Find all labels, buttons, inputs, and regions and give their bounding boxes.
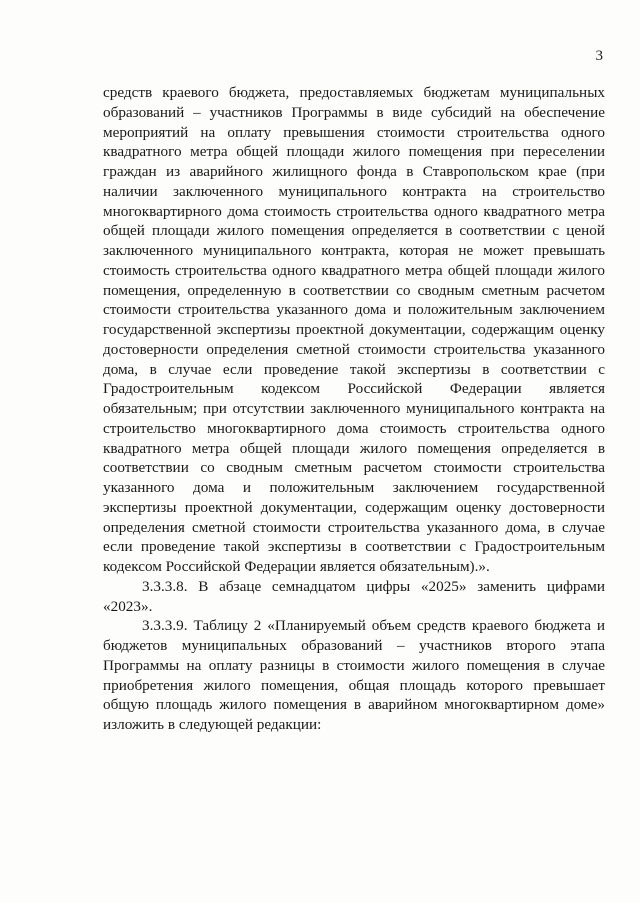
document-body: [103, 83, 605, 735]
paragraph-continuation: средств краевого бюджета, предоставляемых бюджетам муниципальных образований – участников Программы в виде субсидий на обеспечение мероприятий на оплату превышения стоимости строительства одного квадратного метра общей площади жилого помещения при переселении граждан из аварийного жилищного фонда в Ставропольском крае (при наличии заключенного муниципального контракта на строительство многоквартирного дома стоимость строительства одного квадратного метра общей площади жилого помещения определяется в соответствии с ценой заключенного муниципального контракта, которая не может превышать стоимость строительства одного квадратного метра общей площади жилого помещения, определенную в соответствии со сводным сметным расчетом стоимости строительства указанного дома и положительным заключением государственной экспертизы проектной документации, содержащим оценку достоверности определения сметной стоимости строительства указанного дома, в случае если проведение такой экспертизы в соответствии с Градостроительным кодексом Российской Федерации является обязательным; при отсутствии заключенного муниципального контракта на строительство многоквартирного дома стоимость строительства одного квадратного метра общей площади жилого помещения определяется в соответствии со сводным сметным расчетом стоимости строительства указанного дома и положительным заключением государственной экспертизы проектной документации, содержащим оценку достоверности определения сметной стоимости строительства указанного дома, в случае если проведение такой экспертизы в соответствии с Градостроительным кодексом Российской Федерации является обязательным).».: [103, 84, 605, 575]
page-number: 3: [595, 48, 603, 64]
paragraph-item-3-3-3-8: 3.3.3.8. В абзаце семнадцатом цифры «2025» заменить цифрами «2023».: [103, 577, 605, 615]
paragraph-item-3-3-3-9: 3.3.3.9. Таблицу 2 «Планируемый объем средств краевого бюджета и бюджетов муниципальных образований – участников второго этапа Программы на оплату разницы в стоимости жилого помещения в случае приобретения жилого помещения, общая площадь которого превышает общую площадь жилого помещения в аварийном многоквартирном доме» изложить в следующей редакции:: [103, 617, 605, 733]
